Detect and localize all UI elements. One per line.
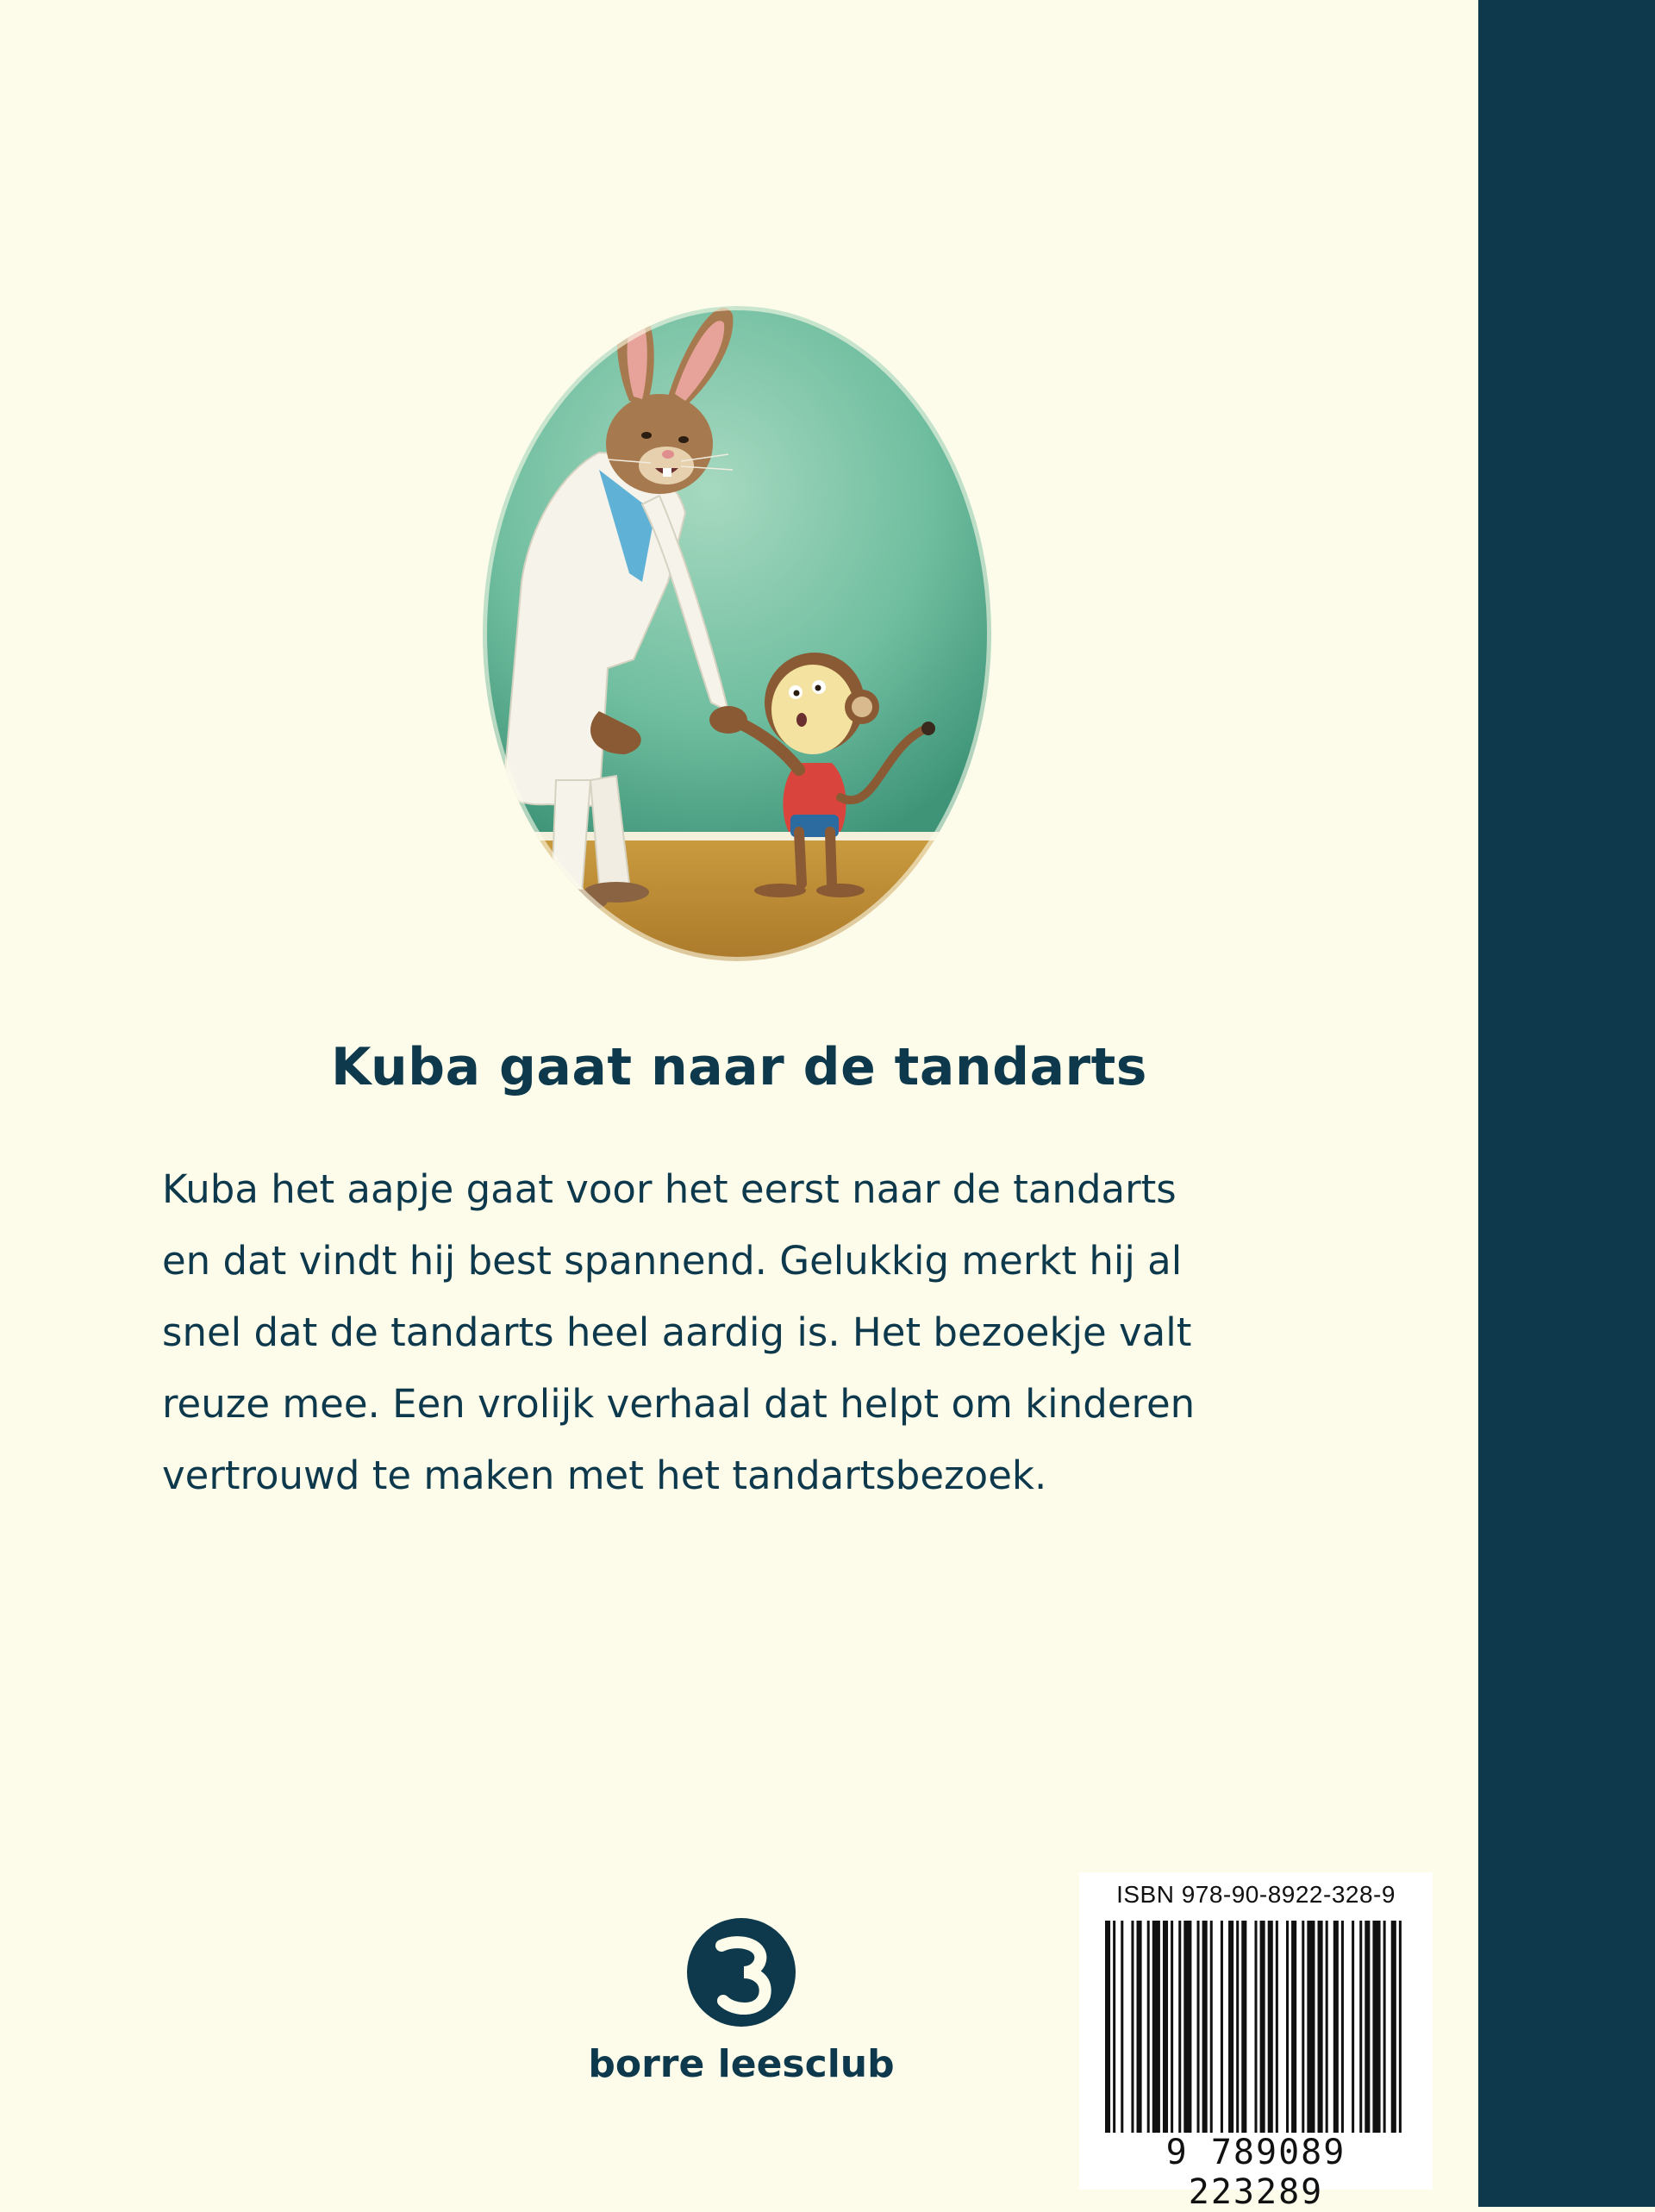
barcode-bar xyxy=(1210,1921,1213,2133)
barcode-bar xyxy=(1391,1921,1396,2133)
barcode-bar xyxy=(1326,1921,1328,2133)
blurb-line: vertrouwd te maken met het tandartsbezoek. xyxy=(162,1453,1047,1498)
barcode-digits: 9 789089 223289 xyxy=(1165,2133,1346,2212)
barcode-bar xyxy=(1359,1921,1362,2133)
barcode-bar xyxy=(1113,1921,1115,2133)
barcode-bar xyxy=(1197,1921,1200,2133)
isbn-barcode xyxy=(1079,1872,1433,2212)
blurb-line: snel dat de tandarts heel aardig is. Het bezoekje valt xyxy=(162,1309,1192,1355)
publisher-block xyxy=(552,1918,931,2086)
barcode-bar xyxy=(1260,1921,1265,2133)
barcode-bar xyxy=(1268,1921,1273,2133)
barcode-bar xyxy=(1254,1921,1257,2133)
barcode-bar xyxy=(1383,1921,1386,2133)
barcode-bar xyxy=(1352,1921,1354,2133)
blurb-line: Kuba het aapje gaat voor het eerst naar de tandarts xyxy=(162,1166,1177,1212)
barcode-bar xyxy=(1276,1921,1278,2133)
barcode-bar xyxy=(1307,1921,1315,2133)
barcode-bar xyxy=(1228,1921,1233,2133)
barcode-bar xyxy=(1131,1921,1134,2133)
barcode-bar xyxy=(1178,1921,1181,2133)
barcode-bar xyxy=(1399,1921,1402,2133)
barcode-bar xyxy=(1318,1921,1323,2133)
barcode-bar xyxy=(1365,1921,1370,2133)
barcode-bar xyxy=(1236,1921,1239,2133)
borre-logo-icon xyxy=(687,1918,796,2027)
barcode-icon xyxy=(1105,1921,1407,2133)
barcode-bar xyxy=(1202,1921,1208,2133)
barcode-bar xyxy=(1372,1921,1380,2133)
barcode-bar xyxy=(1291,1921,1296,2133)
blurb-line: reuze mee. Een vrolijk verhaal dat helpt om kinderen xyxy=(162,1381,1196,1427)
barcode-bar xyxy=(1121,1921,1123,2133)
barcode-bar xyxy=(1171,1921,1173,2133)
barcode-bar xyxy=(1163,1921,1168,2133)
barcode-bar xyxy=(1341,1921,1344,2133)
barcode-bar xyxy=(1105,1921,1110,2133)
barcode-bar xyxy=(1183,1921,1191,2133)
barcode-bar xyxy=(1152,1921,1160,2133)
barcode-bar xyxy=(1221,1921,1223,2133)
isbn-label: ISBN 978-90-8922-328-9 xyxy=(1116,1881,1396,1908)
barcode-bar xyxy=(1147,1921,1150,2133)
barcode-bar xyxy=(1286,1921,1289,2133)
book-spine xyxy=(1478,0,1655,2207)
publisher-name: borre leesclub xyxy=(588,2042,895,2086)
dentist-illustration xyxy=(470,297,1004,970)
barcode-bar xyxy=(1333,1921,1339,2133)
book-title: Kuba gaat naar de tandarts xyxy=(331,1037,1147,1097)
barcode-bar xyxy=(1137,1921,1142,2133)
book-blurb xyxy=(162,1153,1386,1511)
barcode-bar xyxy=(1302,1921,1304,2133)
barcode-bar xyxy=(1241,1921,1246,2133)
blurb-line: en dat vindt hij best spannend. Gelukkig merkt hij al xyxy=(162,1238,1183,1284)
